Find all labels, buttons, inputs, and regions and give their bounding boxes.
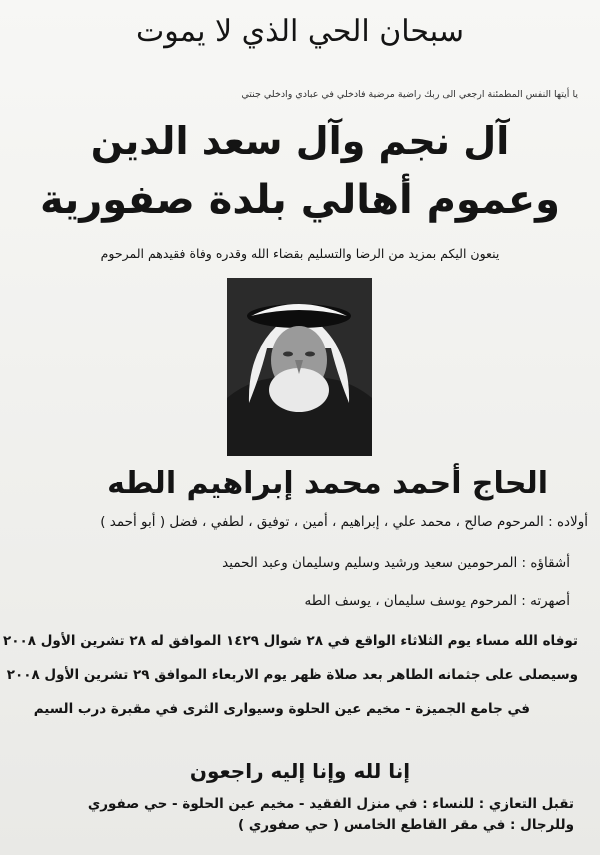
deceased-name: الحاج أحمد محمد إبراهيم الطه: [107, 466, 548, 501]
announcement-text: ينعون اليكم بمزيد من الرضا والتسليم بقضاء الله وقدره وفاة فقيدهم المرحوم: [100, 246, 500, 261]
portrait-illustration: [227, 278, 372, 456]
header-calligraphy: سبحان الحي الذي لا يموت: [136, 14, 464, 49]
in-laws-line: أصهرته : المرحوم يوسف سليمان ، يوسف الطه: [304, 593, 570, 609]
burial-details: في جامع الجميزة - مخيم عين الحلوة وسيوارى الثرى في مقبرة درب السيم: [33, 701, 530, 717]
sons-line: أولاده : المرحوم صالح ، محمد علي ، إبراهيم ، أمين ، توفيق ، لطفي ، فضل ( أبو أحمد ): [100, 514, 588, 530]
condolences-women: تقبل التعازي : للنساء : في منزل الفقيد - مخيم عين الحلوة - حي صفوري: [87, 796, 574, 812]
deceased-photo: [227, 278, 372, 456]
brothers-line: أشقاؤه : المرحومين سعيد ورشيد وسليم وسليمان وعبد الحميد: [222, 555, 570, 571]
closing-phrase: إنا لله وإنا إليه راجعون: [189, 759, 411, 783]
condolences-men: وللرجال : في مقر القاطع الخامس ( حي صفوري ): [237, 817, 574, 833]
families-line-2: وعموم أهالي بلدة صفورية: [39, 177, 561, 223]
death-details: توفاه الله مساء يوم الثلاثاء الواقع في ٢٨ شوال ١٤٢٩ الموافق له ٢٨ تشرين الأول ٢٠٠٨: [3, 633, 578, 649]
prayer-details: وسيصلى على جثمانه الطاهر بعد صلاة ظهر يوم الاربعاء الموافق ٢٩ تشرين الأول ٢٠٠٨: [6, 667, 578, 683]
families-line-1: آل نجم وآل سعد الدين: [90, 119, 510, 163]
quran-verse: يا أيتها النفس المطمئنة ارجعي الى ربك راضية مرضية فادخلي في عبادي وادخلي جنتي: [241, 89, 578, 100]
